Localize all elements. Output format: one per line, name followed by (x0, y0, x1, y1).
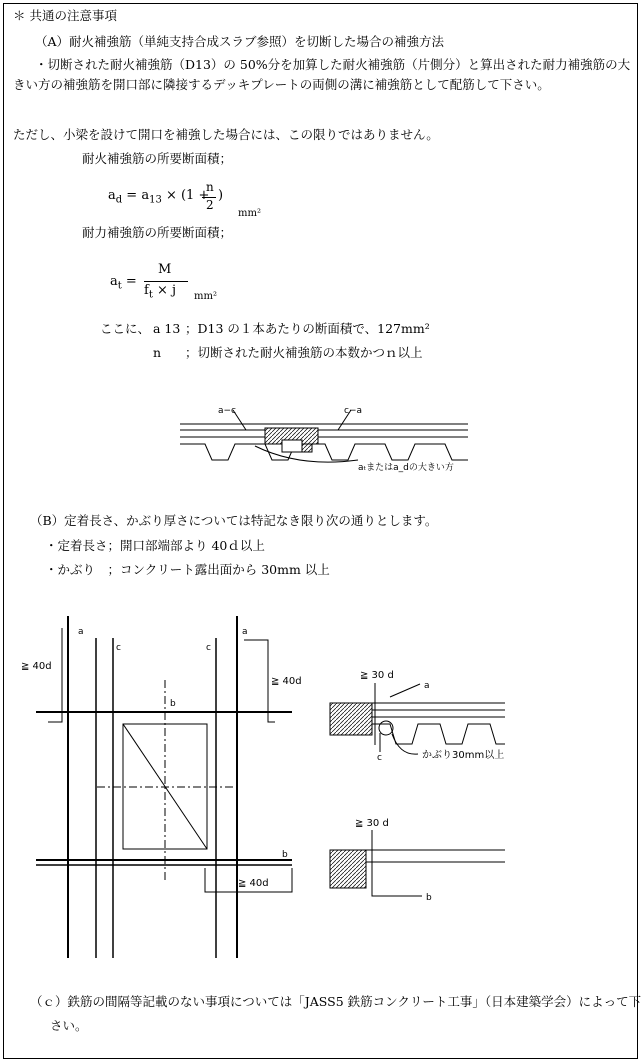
at-formula: $a_t$ = M $f_t \times j$ (110, 262, 230, 302)
plan-label-b-bottom: b (282, 850, 288, 860)
plan-len40d-left: ≧ 40d (21, 661, 52, 672)
n-symbol: n (153, 345, 162, 360)
section-b-item1: ・定着長さ；開口部端部より 40ｄ以上 (45, 538, 265, 553)
section-len30d-bottom: ≧ 30 d (355, 818, 389, 829)
section-len30d-top: ≧ 30 d (360, 670, 394, 681)
section-b-title: （B）定着長さ、かぶり厚さについては特記なき限り次の通りとします。 (30, 513, 438, 528)
section-label-b: b (426, 893, 432, 903)
header-title: ＊ 共通の注意事項 (13, 8, 117, 23)
fig1-label-right: c−a (344, 406, 363, 416)
where-prefix: ここに、 (100, 321, 151, 336)
ad-formula: $a_d = a_{13} \times (1$ + n 2 ) (108, 180, 224, 212)
section-c-text: （ｃ）鉄筋の間隔等記載のない事項については「JASS5 鉄筋コンクリート工事」（日本建築学会）によって下さい。 (30, 994, 642, 1033)
plan-label-a-right: a (242, 627, 248, 637)
section-a-note: ただし、小梁を設けて開口を補強した場合には、この限りではありません。 (13, 127, 439, 142)
plan-len40d-right: ≧ 40d (271, 676, 302, 687)
section-label-c: c (377, 753, 382, 763)
ad-unit: mm² (238, 208, 261, 219)
section-label-a: a (424, 681, 430, 691)
plan-label-c-left: c (116, 643, 121, 653)
section-b-item2: ・かぶり ；コンクリート露出面から 30mm 以上 (45, 562, 330, 577)
fig1-label-left: a−c (218, 406, 237, 416)
plan-label-c-right: c (206, 643, 211, 653)
n-desc: ；切断された耐火補強筋の本数かつｎ以上 (185, 345, 423, 360)
a13-desc: ；D13 の１本あたりの断面積で、127mm² (185, 321, 430, 336)
section-a-paragraph: ・切断された耐火補強筋（D13）の 50%分を加算した耐火補強筋（片側分）と算出された耐力補強筋の大きい方の補強筋を開口部に隣接するデッキプレートの両側の溝に補強筋として配筋して下さい。 (13, 57, 631, 92)
plan-label-b-top: b (170, 699, 176, 709)
at-label: 耐力補強筋の所要断面積； (82, 225, 233, 240)
at-unit: mm² (194, 291, 217, 302)
plan-label-a-left: a (78, 627, 84, 637)
a13-symbol: a 13 (153, 321, 181, 336)
fig1-label-bottom: aₜまたはa_dの大きい方 (358, 463, 454, 473)
section-cover-label: かぶり30mm以上 (422, 750, 505, 761)
ad-label: 耐火補強筋の所要断面積； (82, 151, 233, 166)
plan-len40d-bottom: ≧ 40d (238, 878, 269, 889)
section-a-title: （A）耐火補強筋（単純支持合成スラブ参照）を切断した場合の補強方法 (35, 34, 445, 49)
